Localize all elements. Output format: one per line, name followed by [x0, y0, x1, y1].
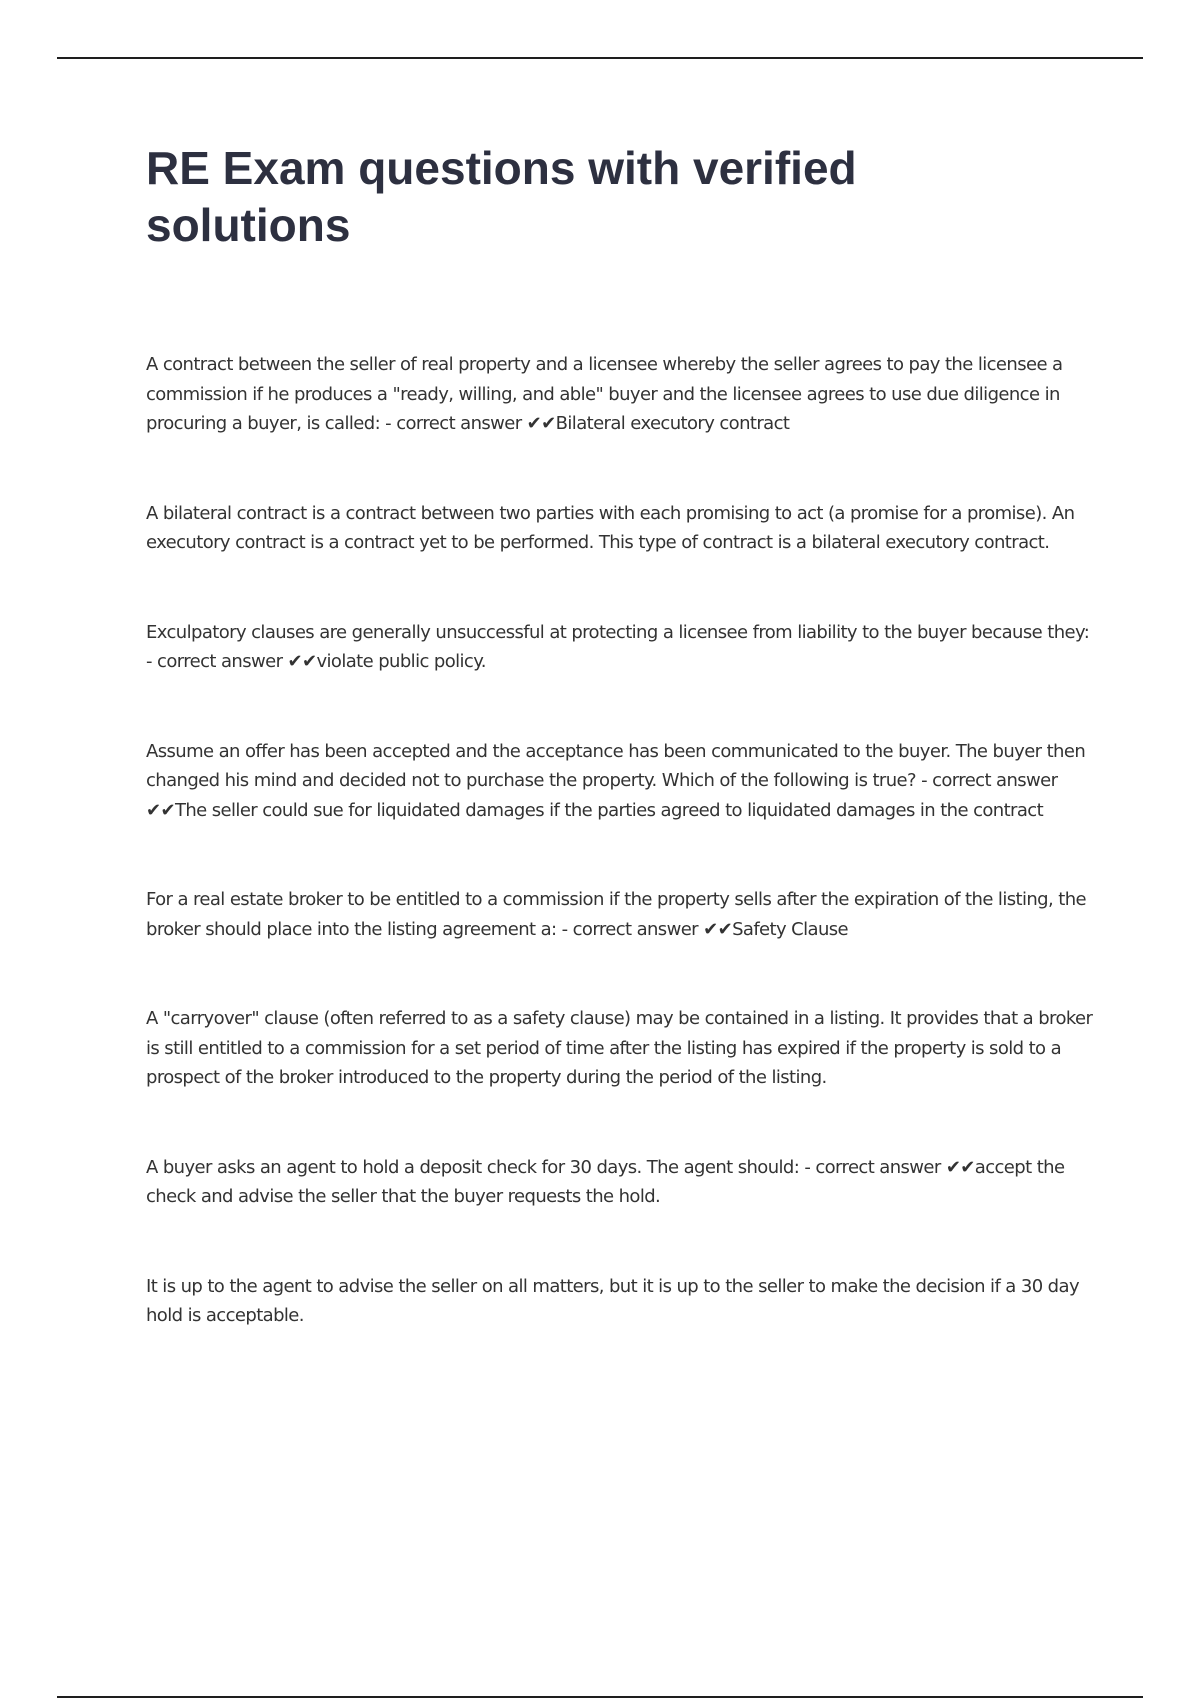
- question-list: [146, 350, 1096, 1331]
- question-paragraph: Assume an offer has been accepted and the acceptance has been communicated to the buyer. The buyer then changed his mind and decided not to purchase the property. Which of the following is true? - correct answer ✔✔The seller could sue for liquidated damages if the parties agreed to liquidated damages in the contract: [146, 740, 1086, 821]
- top-divider: [57, 57, 1143, 59]
- question-paragraph: A contract between the seller of real property and a licensee whereby the seller agrees to pay the licensee a commission if he produces a "ready, willing, and able" buyer and the licensee agrees to use due diligence in procuring a buyer, is called: - correct answer ✔✔Bilateral executory contract: [146, 354, 1063, 434]
- document-title: RE Exam questions with verified solutions: [146, 142, 857, 251]
- explanation-paragraph: A bilateral contract is a contract between two parties with each promising to act (a promise for a promise). An executory contract is a contract yet to be performed. This type of contract is a bilateral executory contract.: [146, 502, 1075, 553]
- bottom-divider: [57, 1696, 1143, 1698]
- document-body: [146, 140, 1096, 1391]
- explanation-paragraph: It is up to the agent to advise the seller on all matters, but it is up to the seller to make the decision if a 30 day hold is acceptable.: [146, 1275, 1079, 1326]
- question-paragraph: A buyer asks an agent to hold a deposit check for 30 days. The agent should: - correct answer ✔✔accept the check and advise the seller that the buyer requests the hold.: [146, 1156, 1065, 1207]
- question-paragraph: Exculpatory clauses are generally unsuccessful at protecting a licensee from liability to the buyer because they: - correct answer ✔✔violate public policy.: [146, 621, 1090, 672]
- explanation-paragraph: A "carryover" clause (often referred to as a safety clause) may be contained in a listing. It provides that a broker is still entitled to a commission for a set period of time after the listing has expired if the property is sold to a prospect of the broker introduced to the property during the period of the listing.: [146, 1008, 1093, 1088]
- question-paragraph: For a real estate broker to be entitled to a commission if the property sells after the expiration of the listing, the broker should place into the listing agreement a: - correct answer ✔✔Safety Clause: [146, 889, 1086, 940]
